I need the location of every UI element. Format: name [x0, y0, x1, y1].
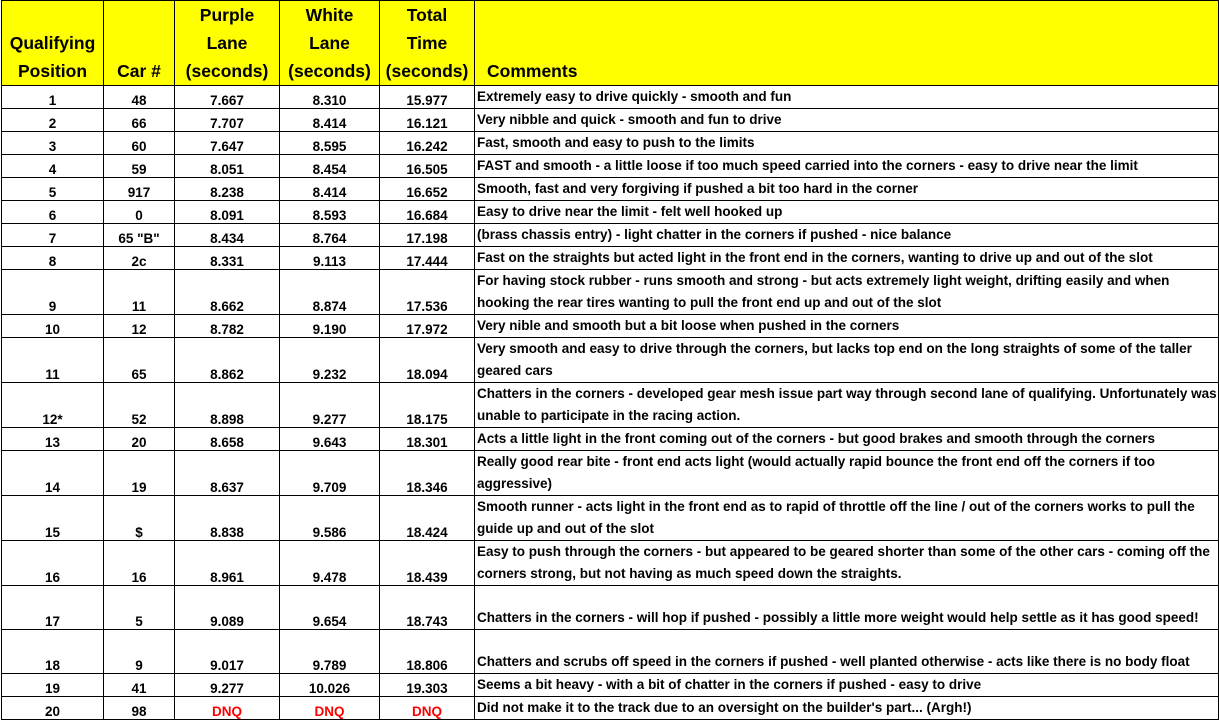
position-cell: [2, 224, 104, 247]
white-lane-cell: [280, 155, 380, 178]
position-cell-text: 10: [44, 322, 61, 337]
car-number-cell: [104, 224, 175, 247]
comment-cell-text: For having stock rubber - runs smooth and strong - but acts extremely light weight, drifting easily and when hooking the rear tires wanting to pull the front end up and out of the slot: [477, 273, 1170, 310]
header-text: Comments: [487, 61, 578, 81]
total-time-cell-text: 17.198: [406, 231, 448, 246]
purple-lane-cell-text: 8.961: [210, 570, 244, 585]
table-row: [2, 383, 1219, 428]
total-time-cell-text: 18.346: [406, 480, 448, 495]
comment-cell: [475, 315, 1219, 338]
purple-lane-cell: [175, 86, 280, 109]
header-white-lane: [280, 1, 380, 86]
white-lane-cell-text: 9.643: [312, 435, 347, 450]
total-time-cell: [380, 178, 475, 201]
white-lane-cell: [280, 247, 380, 270]
white-lane-cell-text: 8.764: [312, 231, 347, 246]
header-car-number: [104, 1, 175, 86]
comment-cell-text: Fast on the straights but acted light in the front end in the corners, wanting to drive up and out of the slot: [477, 250, 1153, 265]
total-time-cell-text: 18.806: [406, 658, 448, 673]
table-row: [2, 270, 1219, 315]
car-number-cell-text: 98: [131, 704, 147, 719]
total-time-cell: [380, 132, 475, 155]
table-row: [2, 109, 1219, 132]
purple-lane-cell-text: 8.051: [210, 162, 244, 177]
position-cell: [2, 178, 104, 201]
car-number-cell: [104, 315, 175, 338]
position-cell: [2, 496, 104, 541]
white-lane-cell: [280, 224, 380, 247]
header-text: (seconds): [385, 61, 469, 81]
comment-cell: [475, 247, 1219, 270]
comment-cell-text: Easy to drive near the limit - felt well hooked up: [477, 204, 783, 219]
car-number-cell: [104, 630, 175, 674]
total-time-cell: [380, 630, 475, 674]
comment-cell-text: (brass chassis entry) - light chatter in the corners if pushed - nice balance: [477, 227, 952, 242]
car-number-cell: [104, 541, 175, 586]
car-number-cell-text: 5: [135, 614, 143, 629]
comment-cell: [475, 178, 1219, 201]
position-cell: [2, 155, 104, 178]
purple-lane-cell: [175, 586, 280, 630]
purple-lane-cell-text: 8.091: [210, 208, 244, 223]
table-row: [2, 224, 1219, 247]
comment-cell: [475, 451, 1219, 496]
table-row: [2, 586, 1219, 630]
white-lane-cell-text: 9.277: [312, 412, 347, 427]
purple-lane-cell: [175, 674, 280, 697]
car-number-cell: [104, 132, 175, 155]
white-lane-cell-text: 8.310: [312, 93, 347, 108]
position-cell-text: 6: [48, 208, 57, 223]
car-number-cell: [104, 86, 175, 109]
car-number-cell-text: 917: [127, 185, 151, 200]
comment-cell-text: Fast, smooth and easy to push to the limits: [477, 135, 755, 150]
comment-cell-text: Chatters in the corners - developed gear mesh issue part way through second lane of qualifying. Unfortunately was unable to participate in the racing action.: [477, 386, 1217, 423]
table-row: [2, 496, 1219, 541]
car-number-cell-text: 48: [131, 93, 147, 108]
white-lane-cell: [280, 674, 380, 697]
total-time-cell: [380, 224, 475, 247]
comment-cell-text: Chatters in the corners - will hop if pushed - possibly a little more weight would help settle as it has good speed!: [477, 610, 1199, 625]
total-time-cell: [380, 201, 475, 224]
total-time-cell: [380, 86, 475, 109]
position-cell-text: 1: [48, 93, 57, 108]
car-number-cell: [104, 338, 175, 383]
position-cell-text: 9: [48, 299, 57, 314]
purple-lane-cell: [175, 270, 280, 315]
position-cell-text: 13: [44, 435, 61, 450]
purple-lane-cell-text: 8.662: [210, 299, 244, 314]
total-time-cell-text: 17.536: [406, 299, 448, 314]
comment-cell-text: Very smooth and easy to drive through the corners, but lacks top end on the long straights of some of the taller geared cars: [477, 341, 1192, 378]
comment-cell: [475, 224, 1219, 247]
comment-cell: [475, 674, 1219, 697]
comment-cell-text: Acts a little light in the front coming out of the corners - but good brakes and smooth through the corners: [477, 431, 1156, 446]
position-cell-text: 17: [44, 614, 61, 629]
white-lane-cell: [280, 178, 380, 201]
position-cell-text: 12*: [42, 412, 63, 427]
purple-lane-cell-text: 8.898: [210, 412, 244, 427]
purple-lane-cell-text: 8.782: [210, 322, 244, 337]
header-text: Qualifying: [9, 33, 96, 53]
white-lane-cell-text: 9.190: [312, 322, 347, 337]
car-number-cell-text: 19: [131, 480, 147, 495]
table-row: [2, 451, 1219, 496]
purple-lane-cell-text: 9.017: [210, 658, 244, 673]
white-lane-cell: [280, 315, 380, 338]
total-time-cell-text: 18.094: [406, 367, 448, 382]
header-text: Lane: [206, 33, 248, 53]
position-cell: [2, 201, 104, 224]
comment-cell: [475, 155, 1219, 178]
position-cell-text: 15: [44, 525, 61, 540]
header-text: (seconds): [288, 61, 371, 81]
total-time-cell: [380, 674, 475, 697]
comment-cell: [475, 201, 1219, 224]
purple-lane-cell-text: 8.637: [210, 480, 244, 495]
car-number-cell: [104, 496, 175, 541]
position-cell: [2, 109, 104, 132]
total-time-cell-text: 18.301: [406, 435, 448, 450]
total-time-cell-text: 16.242: [406, 139, 448, 154]
car-number-cell: [104, 155, 175, 178]
position-cell: [2, 541, 104, 586]
car-number-cell-text: 52: [131, 412, 147, 427]
car-number-cell: [104, 247, 175, 270]
purple-lane-cell: [175, 201, 280, 224]
car-number-cell-text: 16: [131, 570, 147, 585]
header-text: (seconds): [185, 61, 269, 81]
white-lane-cell-text: 8.593: [312, 208, 347, 223]
table-row: [2, 674, 1219, 697]
car-number-cell-text: 11: [131, 299, 147, 314]
total-time-cell: [380, 247, 475, 270]
purple-lane-cell: [175, 630, 280, 674]
purple-lane-cell-text: 7.667: [210, 93, 244, 108]
comment-cell-text: FAST and smooth - a little loose if too much speed carried into the corners - easy to drive near the limit: [477, 158, 1138, 173]
table-row: [2, 697, 1219, 720]
position-cell: [2, 86, 104, 109]
white-lane-cell-text: 10.026: [308, 681, 351, 696]
total-time-cell: [380, 315, 475, 338]
comment-cell: [475, 86, 1219, 109]
car-number-cell-text: 9: [135, 658, 143, 673]
total-time-cell-text: 16.505: [406, 162, 448, 177]
car-number-cell-text: 2c: [131, 254, 147, 269]
purple-lane-cell: [175, 178, 280, 201]
position-cell-text: 8: [48, 254, 57, 269]
car-number-cell: [104, 674, 175, 697]
white-lane-cell-text: 9.789: [312, 658, 347, 673]
car-number-cell-text: 20: [131, 435, 147, 450]
header-text: Position: [17, 61, 88, 81]
table-row: [2, 155, 1219, 178]
comment-cell-text: Seems a bit heavy - with a bit of chatter in the corners if pushed - easy to drive: [477, 677, 982, 692]
white-lane-cell: [280, 496, 380, 541]
car-number-cell: [104, 178, 175, 201]
total-time-cell-text: 18.424: [406, 525, 448, 540]
comment-cell: [475, 630, 1219, 674]
comment-cell: [475, 338, 1219, 383]
position-cell-text: 18: [44, 658, 61, 673]
white-lane-cell-text: 9.709: [312, 480, 347, 495]
white-lane-cell-text: 8.414: [312, 116, 347, 131]
total-time-cell: [380, 338, 475, 383]
comment-cell-text: Chatters and scrubs off speed in the corners if pushed - well planted otherwise - acts like there is no body float: [477, 654, 1190, 669]
purple-lane-cell-text: 8.331: [210, 254, 244, 269]
total-time-cell: [380, 697, 475, 720]
header-row: [2, 1, 1219, 86]
purple-lane-cell: [175, 451, 280, 496]
position-cell-text: 7: [48, 231, 57, 246]
white-lane-cell: [280, 383, 380, 428]
car-number-cell-text: $: [135, 525, 143, 540]
position-cell: [2, 247, 104, 270]
white-lane-cell-text: 9.654: [312, 614, 347, 629]
total-time-cell-text: DNQ: [412, 704, 442, 719]
position-cell: [2, 428, 104, 451]
comment-cell: [475, 132, 1219, 155]
position-cell-text: 11: [45, 367, 60, 382]
car-number-cell-text: 12: [131, 322, 147, 337]
comment-cell: [475, 428, 1219, 451]
total-time-cell: [380, 541, 475, 586]
car-number-cell-text: 60: [131, 139, 147, 154]
header-qualifying-position: [2, 1, 104, 86]
comment-cell: [475, 109, 1219, 132]
purple-lane-cell: [175, 247, 280, 270]
purple-lane-cell: [175, 697, 280, 720]
car-number-cell-text: 66: [131, 116, 147, 131]
purple-lane-cell: [175, 315, 280, 338]
car-number-cell-text: 65 "B": [118, 231, 160, 246]
car-number-cell: [104, 270, 175, 315]
white-lane-cell-text: 8.874: [312, 299, 347, 314]
car-number-cell: [104, 697, 175, 720]
position-cell: [2, 338, 104, 383]
white-lane-cell-text: 9.586: [312, 525, 347, 540]
purple-lane-cell-text: 8.434: [210, 231, 244, 246]
white-lane-cell: [280, 109, 380, 132]
table-row: [2, 630, 1219, 674]
car-number-cell: [104, 383, 175, 428]
purple-lane-cell: [175, 132, 280, 155]
total-time-cell-text: 17.972: [406, 322, 448, 337]
car-number-cell: [104, 586, 175, 630]
position-cell: [2, 383, 104, 428]
header-text: Lane: [309, 33, 350, 53]
comment-cell-text: Extremely easy to drive quickly - smooth and fun: [477, 89, 792, 104]
comment-cell-text: Did not make it to the track due to an oversight on the builder's part... (Argh!): [477, 700, 972, 715]
white-lane-cell: [280, 270, 380, 315]
position-cell: [2, 586, 104, 630]
table-row: [2, 178, 1219, 201]
white-lane-cell: [280, 630, 380, 674]
car-number-cell: [104, 451, 175, 496]
table-row: [2, 541, 1219, 586]
purple-lane-cell: [175, 383, 280, 428]
table-row: [2, 428, 1219, 451]
total-time-cell: [380, 586, 475, 630]
comment-cell-text: Really good rear bite - front end acts light (would actually rapid bounce the front end off the corners if too aggressive): [477, 454, 1156, 491]
total-time-cell-text: 18.743: [406, 614, 448, 629]
comment-cell: [475, 697, 1219, 720]
white-lane-cell: [280, 86, 380, 109]
total-time-cell-text: 18.175: [406, 412, 448, 427]
purple-lane-cell: [175, 109, 280, 132]
purple-lane-cell: [175, 224, 280, 247]
total-time-cell-text: 19.303: [406, 681, 448, 696]
header-text: Total: [406, 5, 448, 25]
purple-lane-cell: [175, 338, 280, 383]
purple-lane-cell-text: 8.838: [210, 525, 244, 540]
car-number-cell-text: 41: [131, 681, 147, 696]
white-lane-cell-text: DNQ: [314, 704, 345, 719]
comment-cell: [475, 541, 1219, 586]
car-number-cell-text: 59: [131, 162, 147, 177]
header-text: Car #: [117, 61, 161, 81]
position-cell: [2, 132, 104, 155]
purple-lane-cell-text: 9.089: [210, 614, 244, 629]
total-time-cell: [380, 496, 475, 541]
position-cell: [2, 451, 104, 496]
header-text: Time: [406, 33, 448, 53]
table-row: [2, 201, 1219, 224]
comment-cell: [475, 270, 1219, 315]
table-row: [2, 86, 1219, 109]
white-lane-cell-text: 8.595: [312, 139, 347, 154]
comment-cell-text: Smooth runner - acts light in the front end as to rapid of throttle off the line / out of the corners works to pull the guide up and out of the slot: [477, 499, 1195, 536]
car-number-cell: [104, 109, 175, 132]
purple-lane-cell: [175, 428, 280, 451]
table-row: [2, 247, 1219, 270]
white-lane-cell-text: 8.414: [312, 185, 347, 200]
total-time-cell: [380, 451, 475, 496]
position-cell-text: 3: [48, 139, 57, 154]
car-number-cell: [104, 428, 175, 451]
position-cell-text: 4: [48, 162, 57, 177]
comment-cell: [475, 383, 1219, 428]
white-lane-cell-text: 9.113: [312, 254, 347, 269]
total-time-cell: [380, 109, 475, 132]
car-number-cell: [104, 201, 175, 224]
white-lane-cell: [280, 338, 380, 383]
header-total-time: [380, 1, 475, 86]
header-purple-lane: [175, 1, 280, 86]
position-cell-text: 19: [44, 681, 61, 696]
white-lane-cell: [280, 428, 380, 451]
white-lane-cell: [280, 541, 380, 586]
purple-lane-cell-text: 8.658: [210, 435, 244, 450]
comment-cell: [475, 496, 1219, 541]
purple-lane-cell-text: 7.647: [210, 139, 244, 154]
purple-lane-cell: [175, 496, 280, 541]
white-lane-cell-text: 8.454: [312, 162, 347, 177]
position-cell: [2, 674, 104, 697]
table-row: [2, 338, 1219, 383]
total-time-cell-text: 15.977: [406, 93, 448, 108]
car-number-cell-text: 0: [135, 208, 143, 223]
header-text: White: [305, 5, 354, 25]
comment-cell-text: Very nibble and quick - smooth and fun to drive: [477, 112, 782, 127]
total-time-cell: [380, 428, 475, 451]
total-time-cell: [380, 383, 475, 428]
total-time-cell: [380, 155, 475, 178]
comment-cell-text: Very nible and smooth but a bit loose when pushed in the corners: [477, 318, 900, 333]
car-number-cell-text: 65: [131, 367, 147, 382]
position-cell-text: 16: [44, 570, 61, 585]
position-cell: [2, 630, 104, 674]
comment-cell-text: Smooth, fast and very forgiving if pushed a bit too hard in the corner: [477, 181, 919, 196]
total-time-cell: [380, 270, 475, 315]
purple-lane-cell-text: 8.238: [210, 185, 244, 200]
white-lane-cell: [280, 201, 380, 224]
comment-cell: [475, 586, 1219, 630]
results-body: [2, 86, 1219, 720]
white-lane-cell-text: 9.478: [312, 570, 347, 585]
header-comments: [475, 1, 1219, 86]
white-lane-cell-text: 9.232: [312, 367, 347, 382]
position-cell-text: 14: [44, 480, 61, 495]
position-cell: [2, 697, 104, 720]
purple-lane-cell-text: 8.862: [210, 367, 244, 382]
position-cell-text: 5: [48, 185, 57, 200]
white-lane-cell: [280, 697, 380, 720]
total-time-cell-text: 17.444: [406, 254, 448, 269]
white-lane-cell: [280, 586, 380, 630]
total-time-cell-text: 16.652: [406, 185, 448, 200]
purple-lane-cell: [175, 541, 280, 586]
table-row: [2, 132, 1219, 155]
position-cell-text: 20: [44, 704, 61, 719]
comment-cell-text: Easy to push through the corners - but appeared to be geared shorter than some of the other cars - coming off the corners strong, but not having as much speed down the straights.: [477, 544, 1210, 581]
position-cell: [2, 270, 104, 315]
position-cell-text: 2: [48, 116, 57, 131]
purple-lane-cell-text: DNQ: [212, 704, 242, 719]
purple-lane-cell-text: 7.707: [210, 116, 244, 131]
table-row: [2, 315, 1219, 338]
header-text: Purple: [199, 5, 255, 25]
purple-lane-cell: [175, 155, 280, 178]
total-time-cell-text: 16.684: [406, 208, 448, 223]
total-time-cell-text: 16.121: [406, 116, 448, 131]
purple-lane-cell-text: 9.277: [210, 681, 244, 696]
white-lane-cell: [280, 451, 380, 496]
position-cell: [2, 315, 104, 338]
white-lane-cell: [280, 132, 380, 155]
qualifying-results-table: [1, 0, 1219, 720]
total-time-cell-text: 18.439: [406, 570, 448, 585]
